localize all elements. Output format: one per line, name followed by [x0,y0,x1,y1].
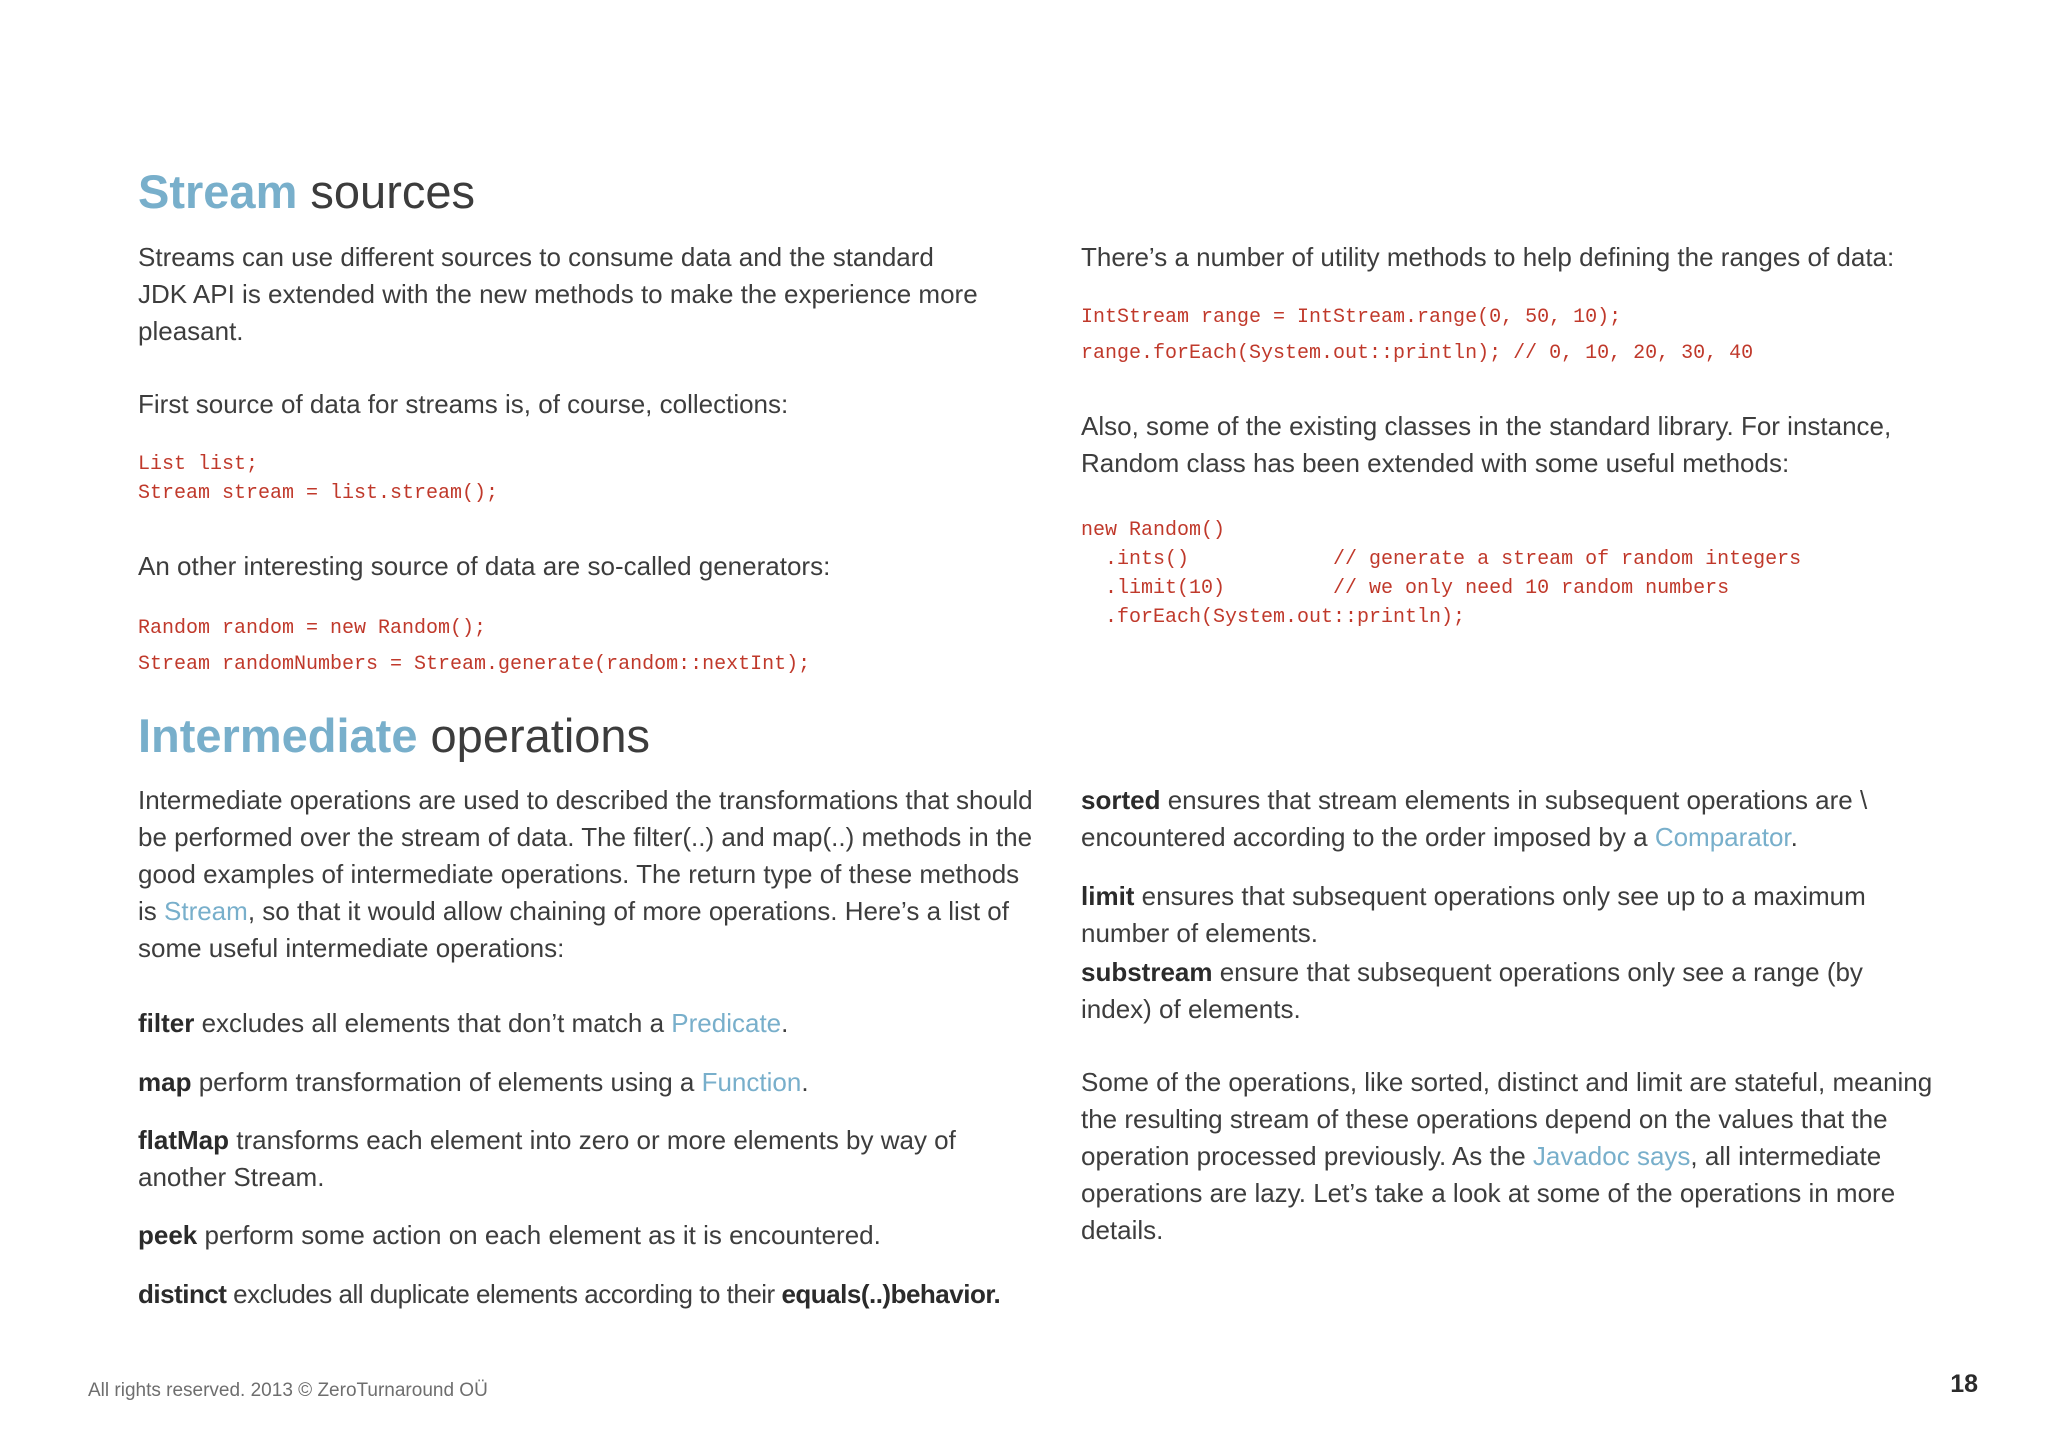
term: flatMap [138,1125,229,1155]
code-line: Stream randomNumbers = Stream.generate(random::nextInt); [138,653,811,676]
code-line: range.forEach(System.out::println); // 0, 10, 20, 30, 40 [1081,342,1754,365]
javadoc-link[interactable]: Javadoc says [1532,1141,1691,1171]
intermediate-intro [138,782,1033,967]
term: peek [138,1220,198,1250]
peek-item [138,1217,1038,1254]
intro-text: , so that it would allow chaining of more operations. Here’s a list of some useful intermediate operations: [138,896,1009,963]
intro-text: Intermediate operations are used to described the transformations that should be performed over the stream of data. The filter(..) and map(..) methods in the good examples of intermediate operations. The return type of these methods is [138,785,1033,926]
desc: ensures that stream elements in subsequent operations are \ encountered according to the order imposed by a [1081,785,1868,852]
heading-highlight: Stream [138,165,298,218]
stateful-text: , all intermediate operations are lazy. Let’s take a look at some of the operations in more details. [1081,1141,1896,1245]
existing-classes-paragraph: Also, some of the existing classes in the standard library. For instance, Random class has been extended with some useful methods: [1081,411,1892,478]
generators-code-block [138,611,810,683]
comparator-link[interactable]: Comparator [1654,822,1791,852]
range-code-block [1081,300,1753,372]
intermediate-operations-heading [138,709,651,762]
code-line: IntStream range = IntStream.range(0, 50, 10); [1081,306,1622,329]
term: sorted [1081,785,1161,815]
page-number: 18 [1950,1370,1978,1398]
utility-methods-paragraph: There’s a number of utility methods to help defining the ranges of data: [1081,242,1895,272]
distinct-item [138,1276,1058,1313]
stream-sources-intro: Streams can use different sources to consume data and the standard JDK API is extended with the new methods to make the experience more pleasant. [138,242,978,346]
desc: perform transformation of elements using a [191,1067,702,1097]
code-line: new Random() [1081,519,1226,542]
term: distinct [138,1279,227,1309]
random-code-block [1081,516,1801,632]
limit-item [1081,878,1901,952]
code-line: .ints() // generate a stream of random integers [1081,548,1802,571]
stateful-text: Some of the operations, like sorted, distinct and limit are stateful, meaning the resulting stream of these operations depend on the values that the operation processed previously. As the [1081,1067,1933,1171]
desc: ensures that subsequent operations only see up to a maximum number of elements. [1081,881,1866,948]
stream-link[interactable]: Stream [164,896,248,926]
code-line: Random random = new Random(); [138,617,487,640]
heading-highlight: Intermediate [138,709,418,762]
map-item: map perform transformation of elements using a Function. [138,1067,809,1097]
function-link[interactable]: Function [701,1067,802,1097]
sorted-item: sorted ensures that stream elements in subsequent operations are \ encountered according to the order imposed by a Comparator. [1081,785,1868,852]
code-line: .forEach(System.out::println); [1081,606,1466,629]
stateful-paragraph [1081,1064,1941,1249]
filter-item: filter excludes all elements that don’t match a Predicate. [138,1008,789,1038]
collections-paragraph: First source of data for streams is, of course, collections: [138,389,789,419]
stream-sources-heading [138,165,475,218]
predicate-link[interactable]: Predicate [671,1008,782,1038]
heading-rest: sources [310,165,475,218]
desc: ensure that subsequent operations only see a range (by index) of elements. [1081,957,1863,1024]
term: substream [1081,957,1213,987]
desc: excludes all elements that don’t match a [194,1008,672,1038]
heading-rest: operations [430,709,651,762]
code-line: Stream stream = list.stream(); [138,482,499,505]
code-line: .limit(10) // we only need 10 random numbers [1081,577,1730,600]
substream-item [1081,954,1901,1028]
code-line: List list; [138,453,259,476]
copyright-footer: All rights reserved. 2013 © ZeroTurnaround OÜ [88,1380,488,1401]
equals-behavior: equals(..)behavior. [781,1279,1001,1309]
term: filter [138,1008,195,1038]
desc: perform some action on each element as it is encountered. [197,1220,881,1250]
flatmap-item [138,1122,1018,1196]
term: limit [1081,881,1135,911]
desc: excludes all duplicate elements according to their [226,1279,782,1309]
term: map [138,1067,192,1097]
generators-paragraph: An other interesting source of data are so-called generators: [138,551,831,581]
desc: transforms each element into zero or more elements by way of another Stream. [138,1125,956,1192]
collections-code-block [138,450,498,508]
